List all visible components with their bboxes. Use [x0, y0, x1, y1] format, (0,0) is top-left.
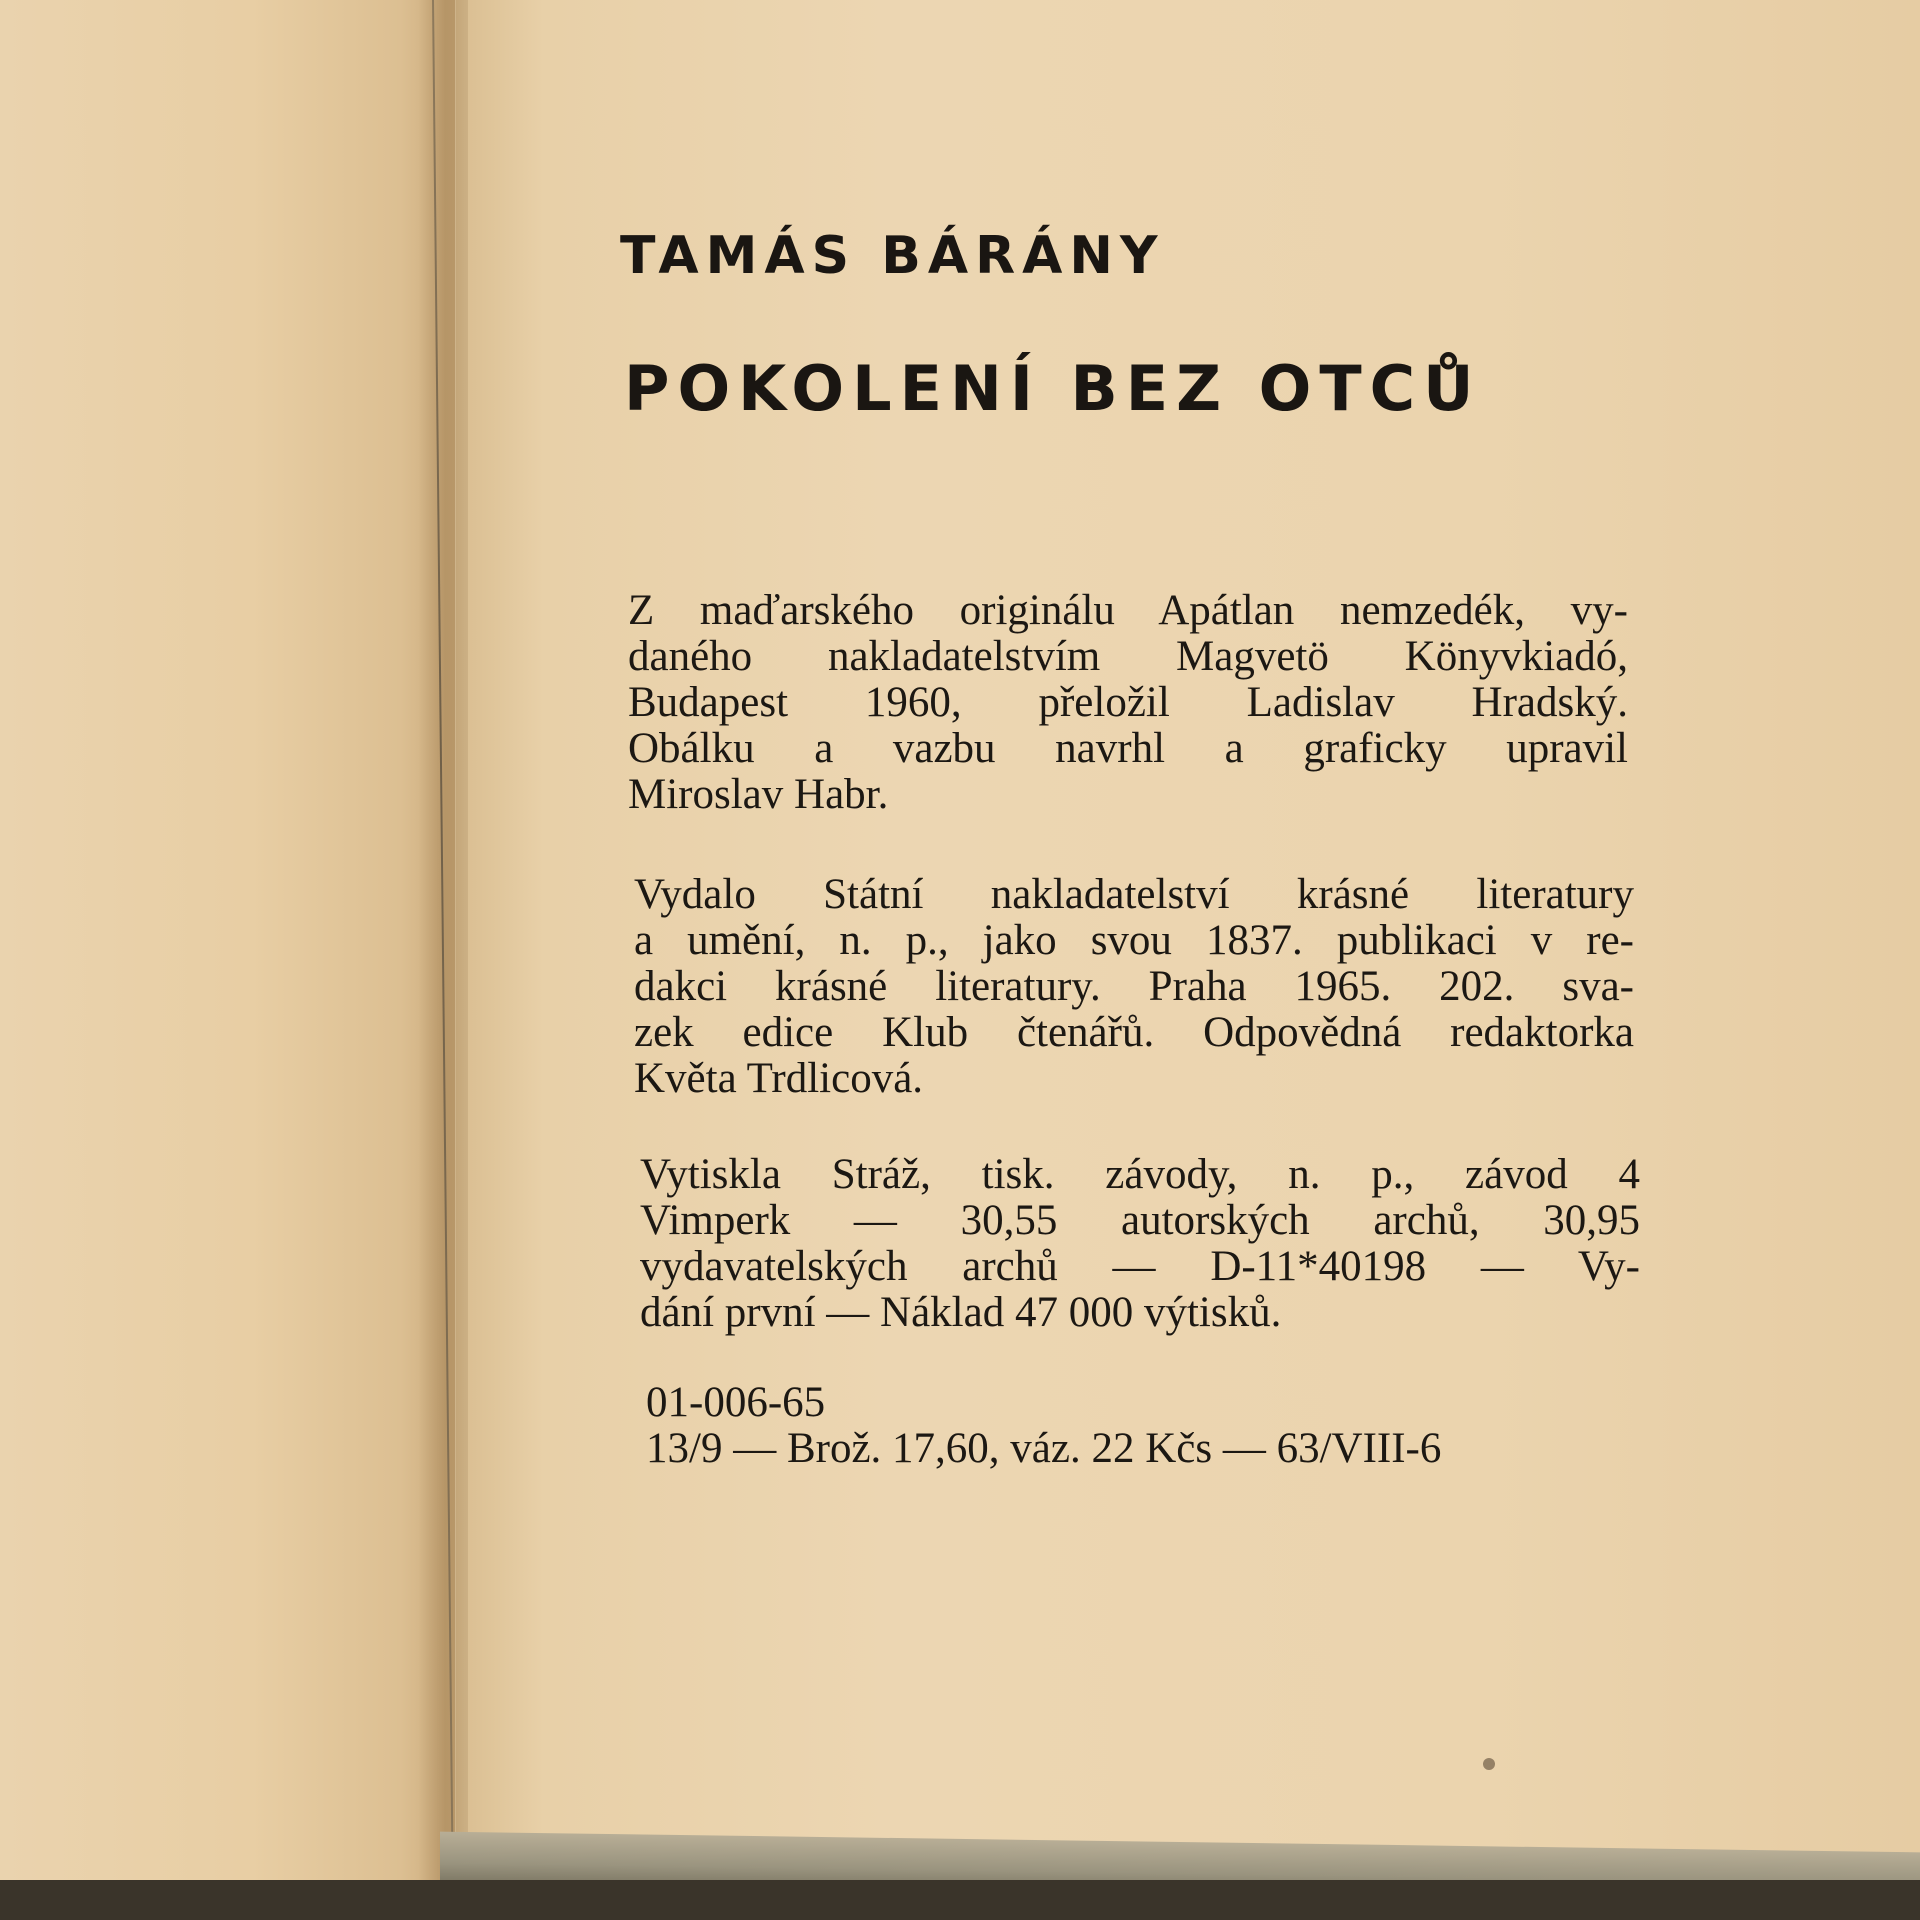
- text-line: Miroslav Habr.: [628, 771, 889, 818]
- translation-note: [628, 588, 1628, 818]
- printer-note: [640, 1152, 1640, 1336]
- left-page: [0, 0, 455, 1920]
- text-line: Vydalo Státní nakladatelství krásné literatury: [634, 871, 1634, 918]
- text-line: zek edice Klub čtenářů. Odpovědná redaktorka: [634, 1009, 1634, 1056]
- text-line: Vytiskla Stráž, tisk. závody, n. p., závod 4: [640, 1151, 1640, 1198]
- catalog-codes: [646, 1380, 1646, 1472]
- paper-spot: [1483, 1758, 1495, 1770]
- text-line: a umění, n. p., jako svou 1837. publikaci v re-: [634, 917, 1634, 964]
- text-line: dakci krásné literatury. Praha 1965. 202. sva-: [634, 963, 1634, 1010]
- text-line: dání první — Náklad 47 000 výtisků.: [640, 1289, 1282, 1336]
- book-title: POKOLENÍ BEZ OTCŮ: [624, 352, 1482, 425]
- text-line: vydavatelských archů — D-11*40198 — Vy-: [640, 1243, 1640, 1290]
- author-name: TAMÁS BÁRÁNY: [620, 226, 1165, 286]
- text-line: Obálku a vazbu navrhl a graficky upravil: [628, 725, 1628, 772]
- text-line: 01-006-65: [646, 1379, 826, 1426]
- text-line: Budapest 1960, přeložil Ladislav Hradský.: [628, 679, 1628, 726]
- text-line: Vimperk — 30,55 autorských archů, 30,95: [640, 1197, 1640, 1244]
- text-line: 13/9 — Brož. 17,60, váz. 22 Kčs — 63/VIII-6: [646, 1425, 1442, 1472]
- text-line: daného nakladatelstvím Magvetö Könyvkiadó,: [628, 633, 1628, 680]
- text-line: Květa Trdlicová.: [634, 1055, 924, 1102]
- text-line: Z maďarského originálu Apátlan nemzedék, vy-: [628, 587, 1628, 634]
- publisher-note: [634, 872, 1634, 1102]
- table-surface: [0, 1880, 1920, 1920]
